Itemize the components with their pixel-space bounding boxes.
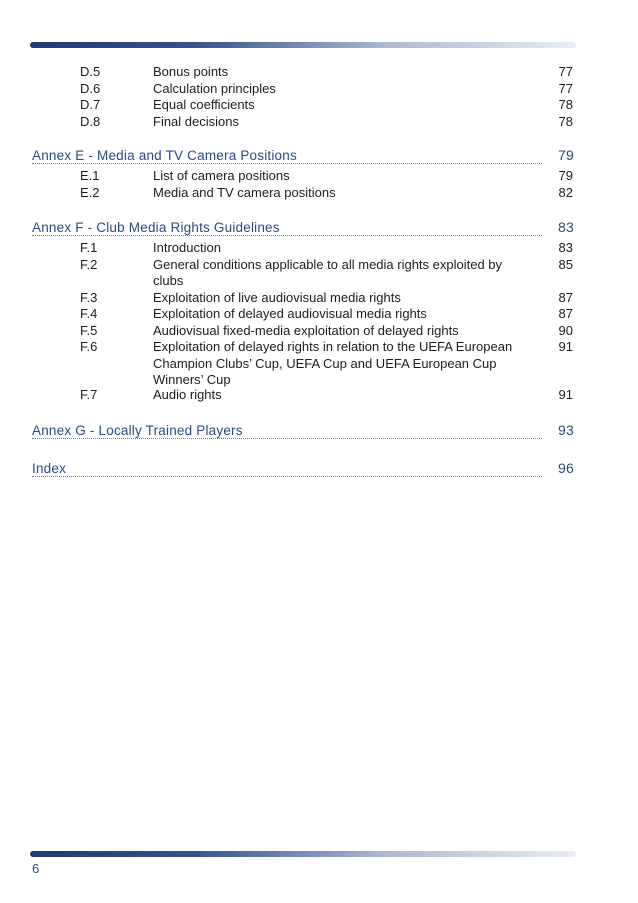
toc-annex-g[interactable] <box>32 423 574 441</box>
entry-page: 78 <box>558 113 573 129</box>
entry-title: General conditions applicable to all media rights exploited by clubs <box>153 256 503 288</box>
entry-code: F.6 <box>80 339 98 354</box>
annex-page: 79 <box>558 147 574 163</box>
toc-annex-e[interactable] <box>32 148 574 166</box>
annex-page: 83 <box>558 219 574 235</box>
toc-index[interactable] <box>32 461 574 479</box>
entry-title: Exploitation of delayed rights in relation to the UEFA European Champion Clubs’ Cup, UEFA Cup and UEFA European Cup Winners’ Cup <box>153 339 513 387</box>
entry-page: 83 <box>558 240 573 255</box>
entry-title: Equal coefficients <box>153 97 255 112</box>
entry-title: Audiovisual fixed-media exploitation of delayed rights <box>153 322 459 338</box>
toc-annex-f[interactable] <box>32 220 574 238</box>
entry-page: 91 <box>558 387 573 402</box>
dot-leader <box>32 438 542 439</box>
entry-page: 78 <box>558 97 573 112</box>
entry-code: D.8 <box>80 113 101 129</box>
entry-page: 82 <box>558 184 573 200</box>
annex-title: Annex F - Club Media Rights Guidelines <box>32 220 284 235</box>
index-page: 96 <box>558 460 574 476</box>
entry-code: F.3 <box>80 289 98 305</box>
page-number: 6 <box>32 861 40 876</box>
dot-leader <box>32 235 542 236</box>
annex-title: Annex G - Locally Trained Players <box>32 423 247 438</box>
footer-rule <box>30 851 576 857</box>
entry-title: List of camera positions <box>153 168 290 183</box>
entry-title: Exploitation of delayed audiovisual media rights <box>153 306 427 321</box>
dot-leader <box>32 476 542 477</box>
entry-code: D.5 <box>80 64 101 79</box>
entry-page: 87 <box>558 289 573 305</box>
header-rule <box>30 42 576 48</box>
entry-code: F.7 <box>80 387 98 402</box>
entry-page: 79 <box>558 168 573 183</box>
entry-page: 90 <box>558 322 573 338</box>
entry-title: Calculation principles <box>153 80 276 96</box>
entry-code: F.4 <box>80 306 98 321</box>
entry-page: 85 <box>558 256 573 272</box>
entry-page: 91 <box>558 339 573 354</box>
index-title: Index <box>32 461 70 476</box>
entry-page: 87 <box>558 306 573 321</box>
annex-page: 93 <box>558 422 574 438</box>
entry-title: Audio rights <box>153 387 222 402</box>
entry-title: Media and TV camera positions <box>153 184 336 200</box>
entry-code: F.5 <box>80 322 98 338</box>
entry-title: Introduction <box>153 240 221 255</box>
entry-title: Final decisions <box>153 113 239 129</box>
entry-code: F.2 <box>80 256 98 272</box>
entry-code: F.1 <box>80 240 98 255</box>
annex-title: Annex E - Media and TV Camera Positions <box>32 148 301 163</box>
entry-title: Exploitation of live audiovisual media rights <box>153 289 401 305</box>
entry-code: E.2 <box>80 184 100 200</box>
entry-code: D.7 <box>80 97 101 112</box>
entry-code: E.1 <box>80 168 100 183</box>
entry-page: 77 <box>558 80 573 96</box>
entry-code: D.6 <box>80 80 101 96</box>
entry-page: 77 <box>558 64 573 79</box>
entry-title: Bonus points <box>153 64 229 79</box>
dot-leader <box>32 163 542 164</box>
